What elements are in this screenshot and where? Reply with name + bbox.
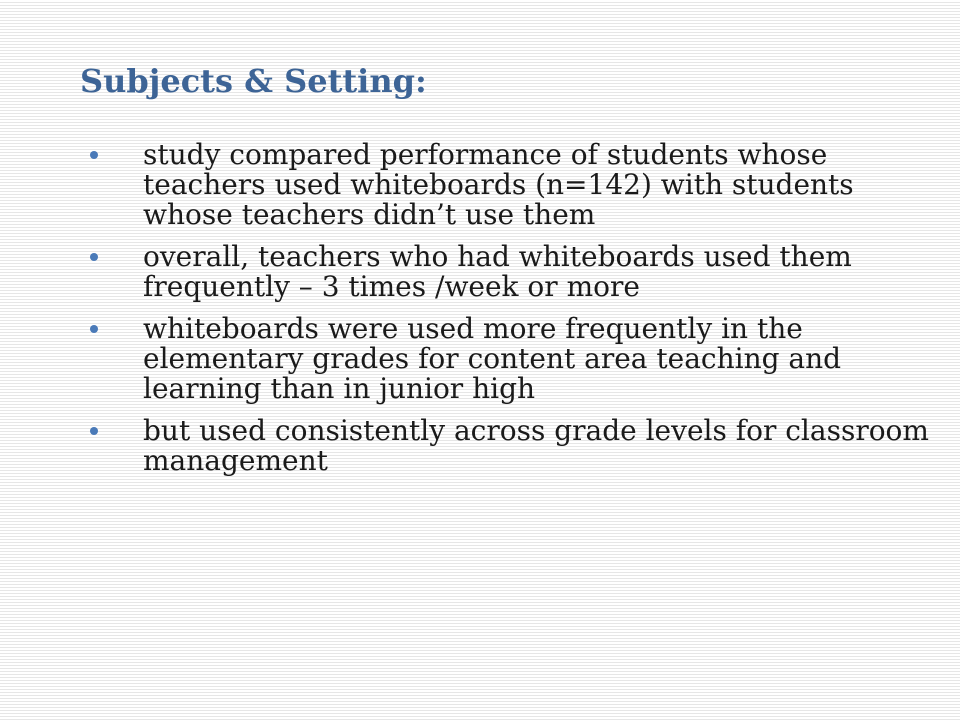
bullet-item <box>90 140 930 230</box>
slide-title: Subjects & Setting: <box>80 62 427 100</box>
bullet-item <box>90 314 930 404</box>
bullet-text: but used consistently across grade levels for classroom management <box>143 414 929 477</box>
bullet-dot-icon <box>90 151 98 159</box>
bullet-text: overall, teachers who had whiteboards used them frequently – 3 times /week or more <box>143 240 852 303</box>
bullet-text: study compared performance of students whose teachers used whiteboards (n=142) with students whose teachers didn’t use them <box>143 138 854 231</box>
bullet-item <box>90 242 930 302</box>
bullet-dot-icon <box>90 325 98 333</box>
bullet-list <box>90 140 930 488</box>
bullet-dot-icon <box>90 427 98 435</box>
bullet-dot-icon <box>90 253 98 261</box>
bullet-text: whiteboards were used more frequently in the elementary grades for content area teaching and learning than in junior high <box>143 312 842 405</box>
bullet-item <box>90 416 930 476</box>
